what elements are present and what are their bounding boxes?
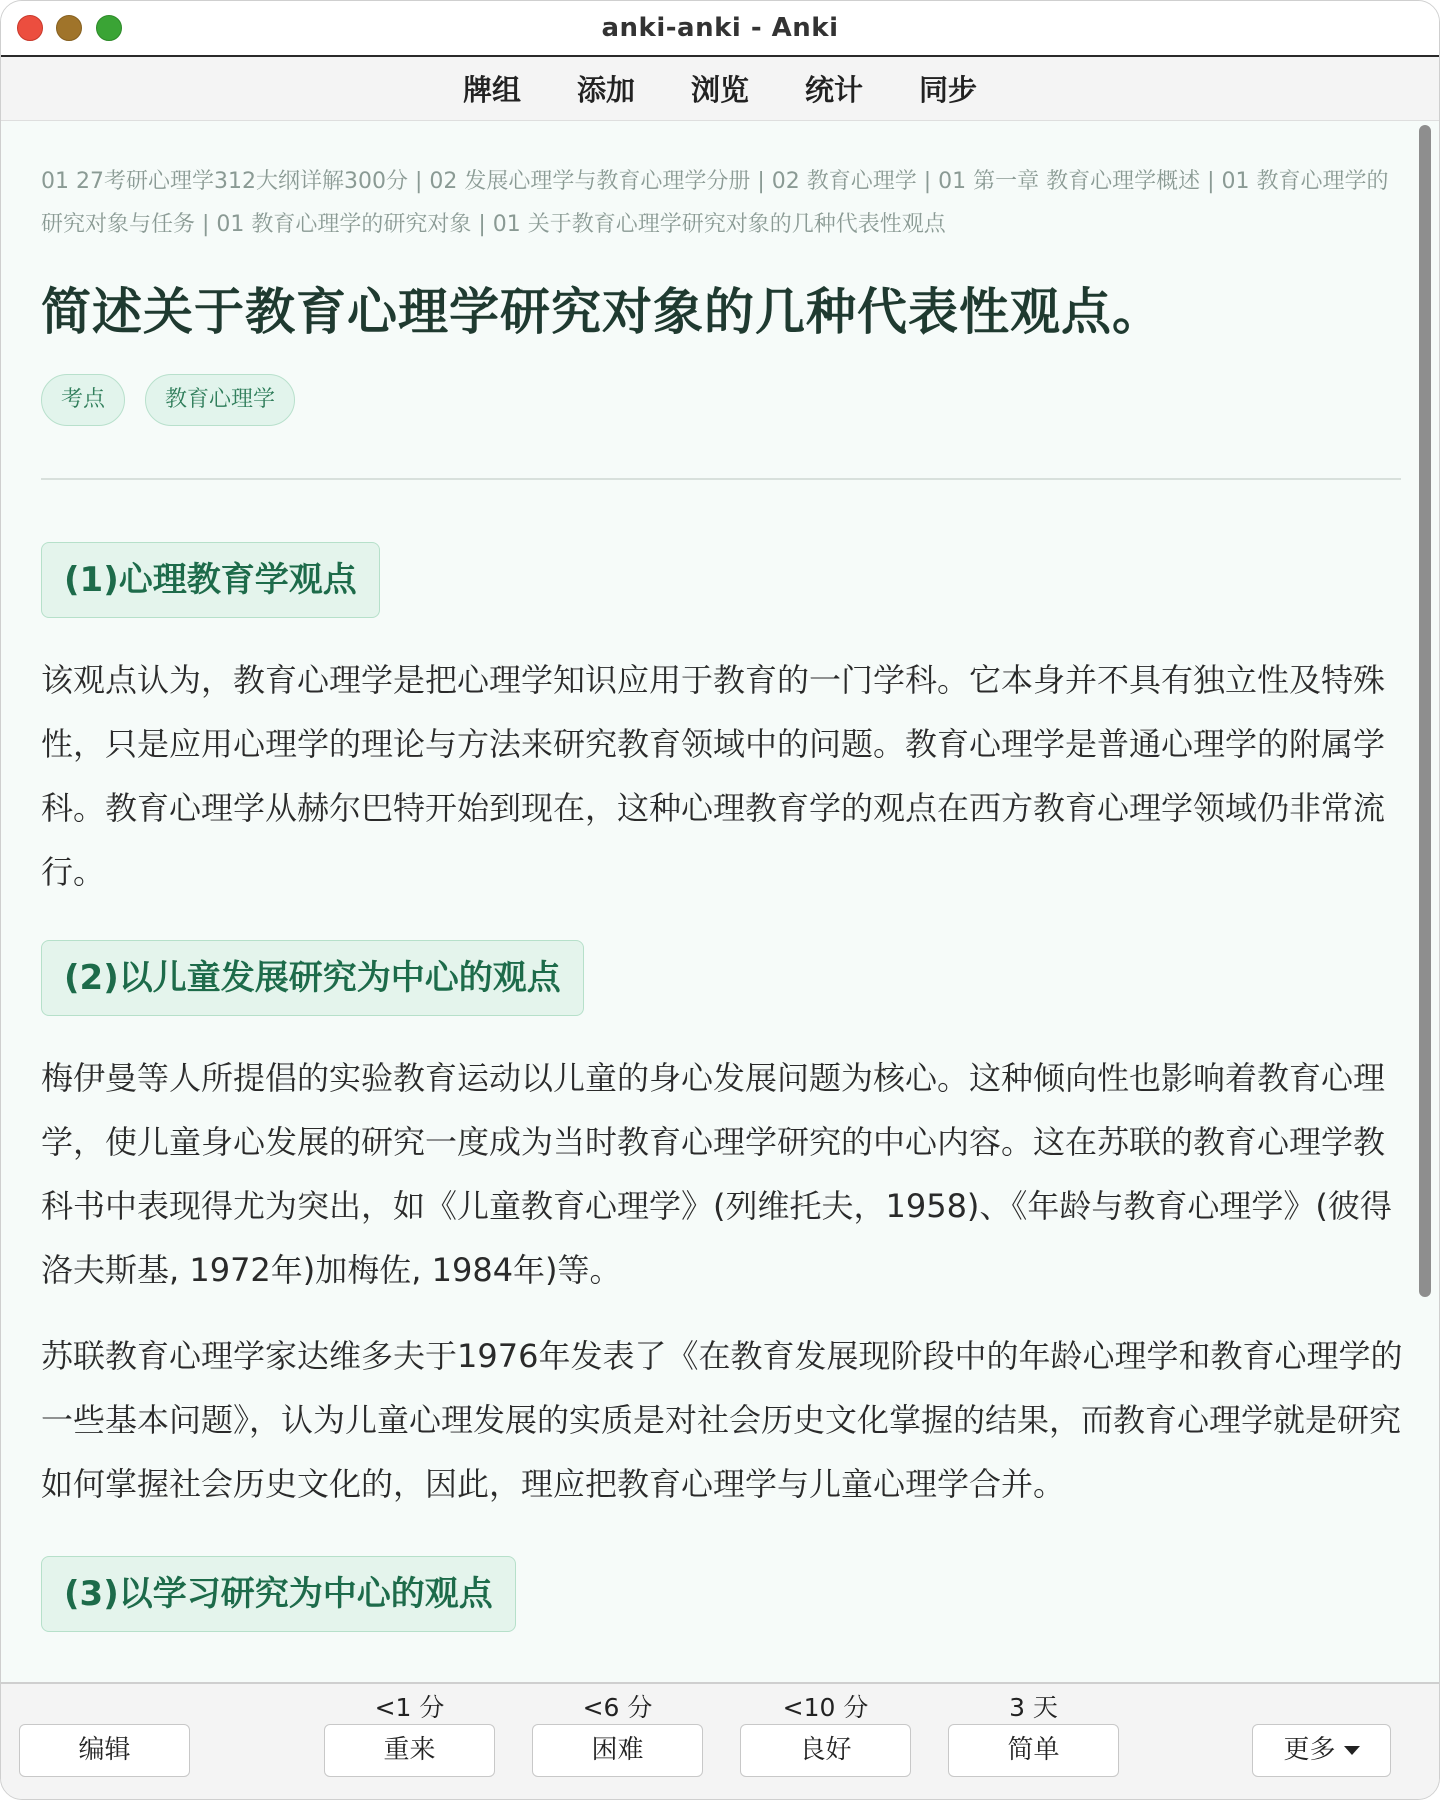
edit-button[interactable]: 编辑 [19,1724,190,1777]
deck-breadcrumb: 01 27考研心理学312大纲详解300分 | 02 发展心理学与教育心理学分册 | 02 教育心理学 | 01 第一章 教育心理学概述 | 01 教育心理学的研究对象与任务 | 01 教育心理学的研究对象 | 01 关于教育心理学研究对象的几种代表性观点 [41,169,1389,237]
section-2-paragraph-1: 梅伊曼等人所提倡的实验教育运动以儿童的身心发展问题为核心。这种倾向性也影响着教育心理学，使儿童身心发展的研究一度成为当时教育心理学研究的中心内容。这在苏联的教育心理学教科书中表现得尤为突出，如《儿童教育心理学》(列维托夫，1958)、《年龄与教育心理学》(彼得洛夫斯基, 1972年)加梅佐, 1984年)等。 [41,1059,1392,1289]
more-button-label: 更多 [1283,1735,1336,1765]
nav-stats[interactable]: 统计 [805,73,864,107]
card-content [1,122,1425,1682]
tag-list [41,374,1385,426]
again-button[interactable]: 重来 [324,1724,495,1777]
content-scrollbar[interactable] [1419,125,1431,1297]
section-heading-1: (1)心理教育学观点 [41,542,380,618]
section-heading-3: (3)以学习研究为中心的观点 [41,1556,516,1632]
hard-button[interactable]: 困难 [532,1724,703,1777]
section-2-paragraph-2: 苏联教育心理学家达维多夫于1976年发表了《在教育发展现阶段中的年龄心理学和教育心理学的一些基本问题》，认为儿童心理发展的实质是对社会历史文化掌握的结果，而教育心理学就是研究如何掌握社会历史文化的，因此，理应把教育心理学与儿童心理学合并。 [41,1337,1403,1503]
nav-sync[interactable]: 同步 [919,73,978,107]
easy-button[interactable]: 简单 [948,1724,1119,1777]
nav-add[interactable]: 添加 [576,73,635,107]
good-interval: <10 分 [782,1693,869,1722]
easy-interval: 3 天 [1009,1693,1058,1722]
good-button[interactable]: 良好 [740,1724,911,1777]
answer-divider [41,478,1401,480]
more-button[interactable] [1252,1724,1391,1777]
tag-educational-psychology: 教育心理学 [145,374,295,426]
again-interval: <1 分 [374,1693,445,1722]
hard-interval: <6 分 [582,1693,653,1722]
window-title: anki-anki - Anki [601,13,839,43]
card-question: 简述关于教育心理学研究对象的几种代表性观点。 [41,283,1163,341]
nav-decks[interactable]: 牌组 [462,73,521,107]
section-heading-2: (2)以儿童发展研究为中心的观点 [41,940,584,1016]
title-bar [1,1,1439,57]
caret-down-icon [1344,1746,1360,1755]
tag-kaodian: 考点 [41,374,125,426]
nav-browse[interactable]: 浏览 [690,73,749,107]
top-toolbar [1,57,1439,121]
section-1-paragraph: 该观点认为，教育心理学是把心理学知识应用于教育的一门学科。它本身并不具有独立性及特殊性，只是应用心理学的理论与方法来研究教育领域中的问题。教育心理学是普通心理学的附属学科。教育心理学从赫尔巴特开始到现在，这种心理教育学的观点在西方教育心理学领域仍非常流行。 [41,661,1386,891]
answer-bar [1,1682,1439,1800]
